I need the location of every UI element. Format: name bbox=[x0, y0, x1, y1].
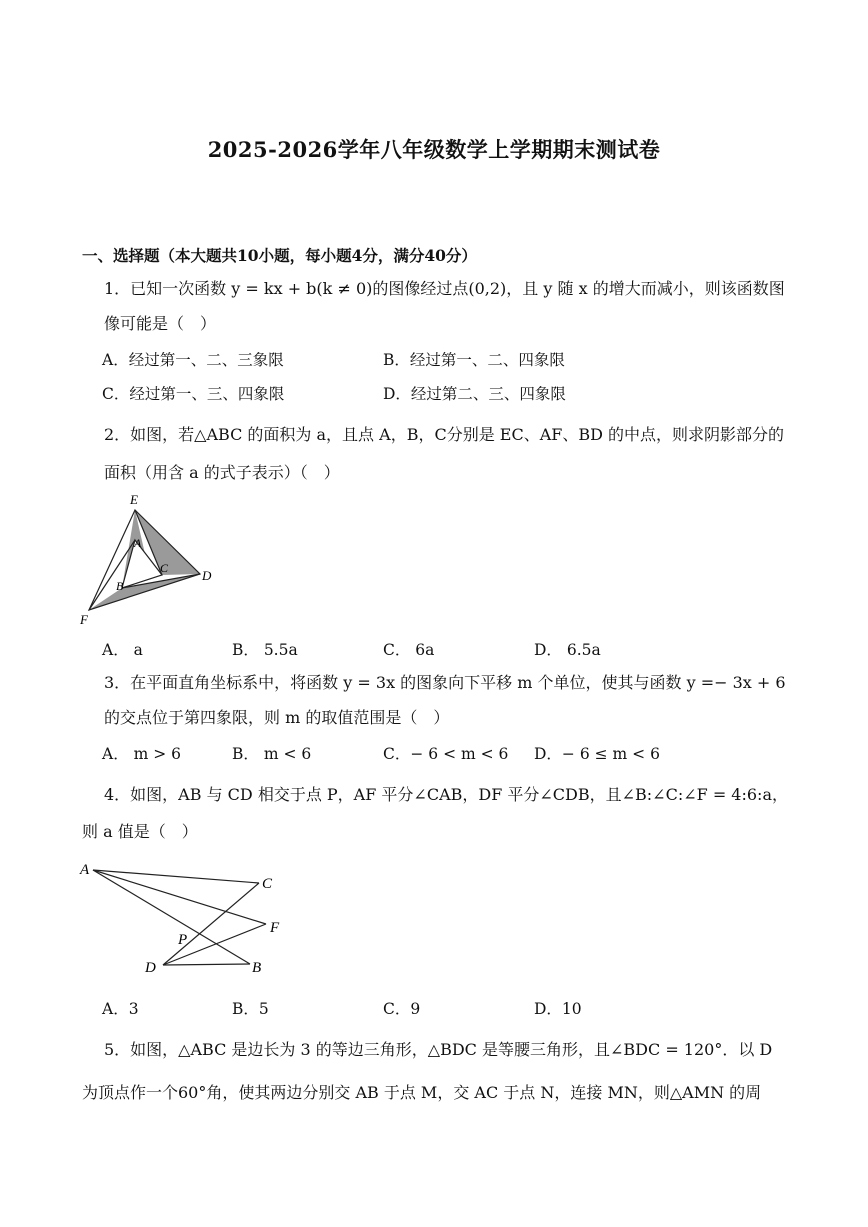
label-p: P bbox=[178, 932, 188, 948]
question-3-line-2: 的交点位于第四象限，则 m 的取值范围是（ ） bbox=[104, 708, 450, 727]
question-2-option-c: C． 6a bbox=[383, 641, 435, 659]
question-4-figure bbox=[76, 852, 296, 982]
question-1-line-1: 1．已知一次函数 y = kx + b(k ≠ 0)的图像经过点(0,2)，且 y 随 x 的增大而减小，则该函数图 bbox=[104, 279, 785, 298]
segment-ab bbox=[93, 870, 250, 964]
question-1-option-a: A．经过第一、二、三象限 bbox=[102, 351, 284, 369]
question-2-option-d: D． 6.5a bbox=[534, 641, 601, 659]
question-2-figure bbox=[76, 488, 226, 628]
question-1-option-b: B．经过第一、二、四象限 bbox=[383, 351, 565, 369]
question-1-option-c: C．经过第一、三、四象限 bbox=[102, 385, 285, 403]
question-3-option-c: C．− 6 < m < 6 bbox=[383, 745, 509, 763]
question-2-option-a: A． a bbox=[102, 641, 143, 659]
question-4-option-c: C．9 bbox=[383, 1000, 421, 1018]
label-b: B bbox=[116, 579, 124, 593]
segment-dc bbox=[163, 883, 259, 965]
label-a: A bbox=[80, 862, 90, 878]
label-f: F bbox=[80, 612, 88, 627]
question-3-option-a: A． m > 6 bbox=[102, 745, 182, 763]
question-4-option-b: B．5 bbox=[232, 1000, 269, 1018]
question-5-line-1: 5．如图，△ABC 是边长为 3 的等边三角形，△BDC 是等腰三角形，且∠BDC = 120°．以 D bbox=[104, 1040, 773, 1059]
segment-ac bbox=[93, 870, 259, 883]
question-1-line-2: 像可能是（ ） bbox=[104, 314, 217, 333]
label-b: B bbox=[252, 960, 262, 976]
question-3-option-b: B． m < 6 bbox=[232, 745, 312, 763]
label-c: C bbox=[160, 561, 169, 575]
question-2-line-1: 2．如图，若△ABC 的面积为 a，且点 A，B，C分别是 EC、AF、BD 的中点，则求阴影部分的 bbox=[104, 425, 785, 444]
question-3-option-d: D．− 6 ≤ m < 6 bbox=[534, 745, 660, 763]
question-5-line-2: 为顶点作一个60°角，使其两边分别交 AB 于点 M，交 AC 于点 N，连接 MN，则△AMN 的周 bbox=[82, 1083, 762, 1102]
question-4-line-2: 则 a 值是（ ） bbox=[82, 822, 198, 841]
question-4-option-d: D．10 bbox=[534, 1000, 582, 1018]
question-2-line-2: 面积（用含 a 的式子表示）（ ） bbox=[104, 463, 340, 482]
question-1-option-d: D．经过第二、三、四象限 bbox=[383, 385, 566, 403]
label-a: A bbox=[134, 536, 142, 550]
question-2-option-b: B． 5.5a bbox=[232, 641, 298, 659]
segment-af bbox=[93, 870, 266, 924]
label-d: D bbox=[202, 568, 212, 583]
label-c: C bbox=[262, 876, 273, 892]
section-heading: 一、选择题（本大题共10小题，每小题4分，满分40分） bbox=[82, 246, 477, 265]
question-4-line-1: 4．如图，AB 与 CD 相交于点 P，AF 平分∠CAB，DF 平分∠CDB，且∠B:∠C:∠F = 4:6:a， bbox=[104, 785, 788, 804]
question-4-option-a: A．3 bbox=[102, 1000, 139, 1018]
label-e: E bbox=[130, 492, 138, 507]
question-3-line-1: 3．在平面直角坐标系中，将函数 y = 3x 的图象向下平移 m 个单位，使其与函数 y =− 3x + 6 bbox=[104, 673, 786, 692]
label-d: D bbox=[145, 960, 156, 976]
segment-db bbox=[163, 964, 250, 965]
label-f: F bbox=[270, 920, 280, 936]
page-title: 2025-2026学年八年级数学上学期期末测试卷 bbox=[207, 137, 661, 162]
